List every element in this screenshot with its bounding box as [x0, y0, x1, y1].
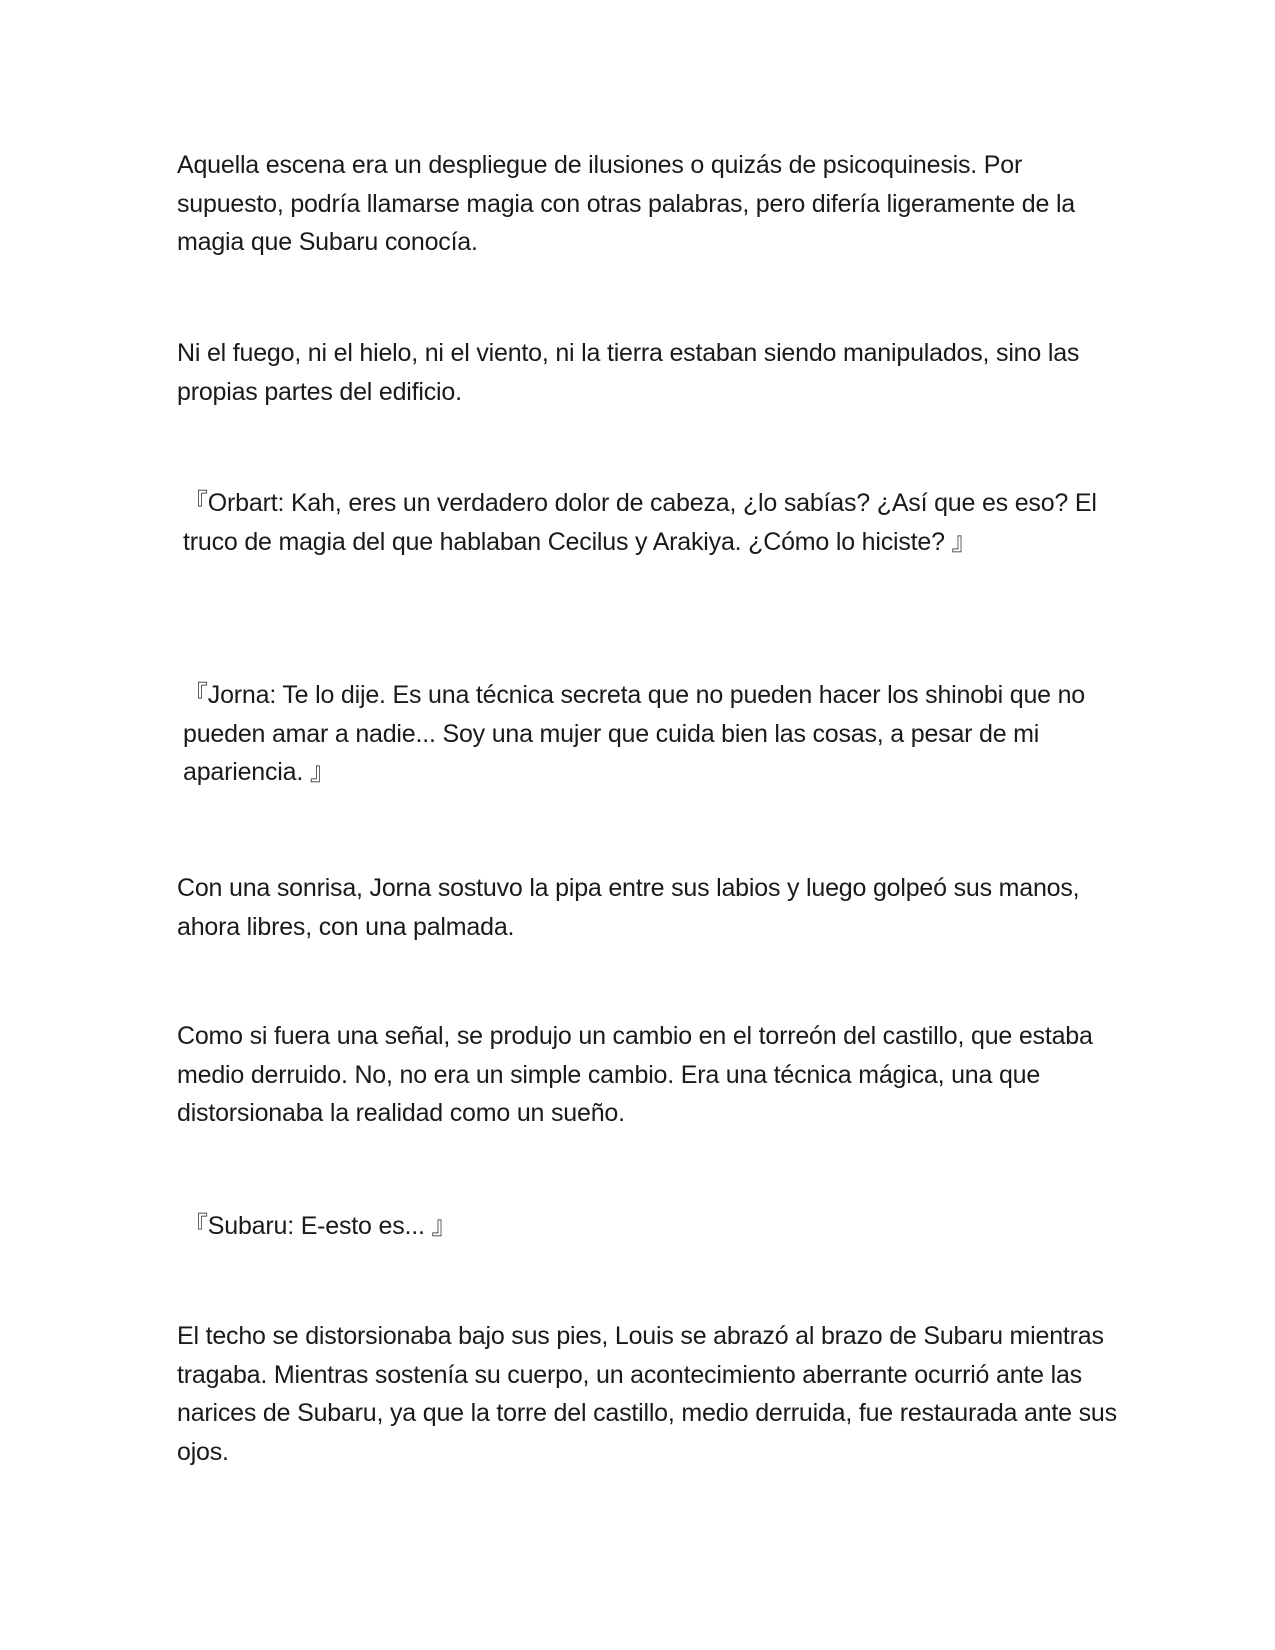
- narration-paragraph: Con una sonrisa, Jorna sostuvo la pipa entre sus labios y luego golpeó sus manos, ahora libres, con una palmada.: [177, 874, 1080, 941]
- dialogue-orbart: 『Orbart: Kah, eres un verdadero dolor de cabeza, ¿lo sabías? ¿Así que es eso? El truco de magia del que hablaban Cecilus y Arakiya. ¿Cómo lo hiciste? 』: [183, 489, 1097, 556]
- narration-paragraph: Ni el fuego, ni el hielo, ni el viento, ni la tierra estaban siendo manipulados, sino las propias partes del edificio.: [177, 339, 1080, 406]
- dialogue-jorna: 『Jorna: Te lo dije. Es una técnica secreta que no pueden hacer los shinobi que no pueden amar a nadie... Soy una mujer que cuida bien las cosas, a pesar de mi apariencia. 』: [183, 681, 1086, 786]
- narration-paragraph: Como si fuera una señal, se produjo un cambio en el torreón del castillo, que estaba medio derruido. No, no era un simple cambio. Era una técnica mágica, una que distorsionaba la realidad como un sueño.: [177, 1022, 1093, 1127]
- dialogue-subaru: 『Subaru: E-esto es... 』: [183, 1212, 457, 1240]
- narration-paragraph: El techo se distorsionaba bajo sus pies, Louis se abrazó al brazo de Subaru mientras tragaba. Mientras sostenía su cuerpo, un acontecimiento aberrante ocurrió ante las narices de Subaru, ya que la torre del castillo, medio derruida, fue restaurada ante sus ojos.: [177, 1322, 1117, 1466]
- narration-paragraph: Aquella escena era un despliegue de ilusiones o quizás de psicoquinesis. Por supuesto, podría llamarse magia con otras palabras, pero difería ligeramente de la magia que Subaru conocía.: [177, 151, 1076, 256]
